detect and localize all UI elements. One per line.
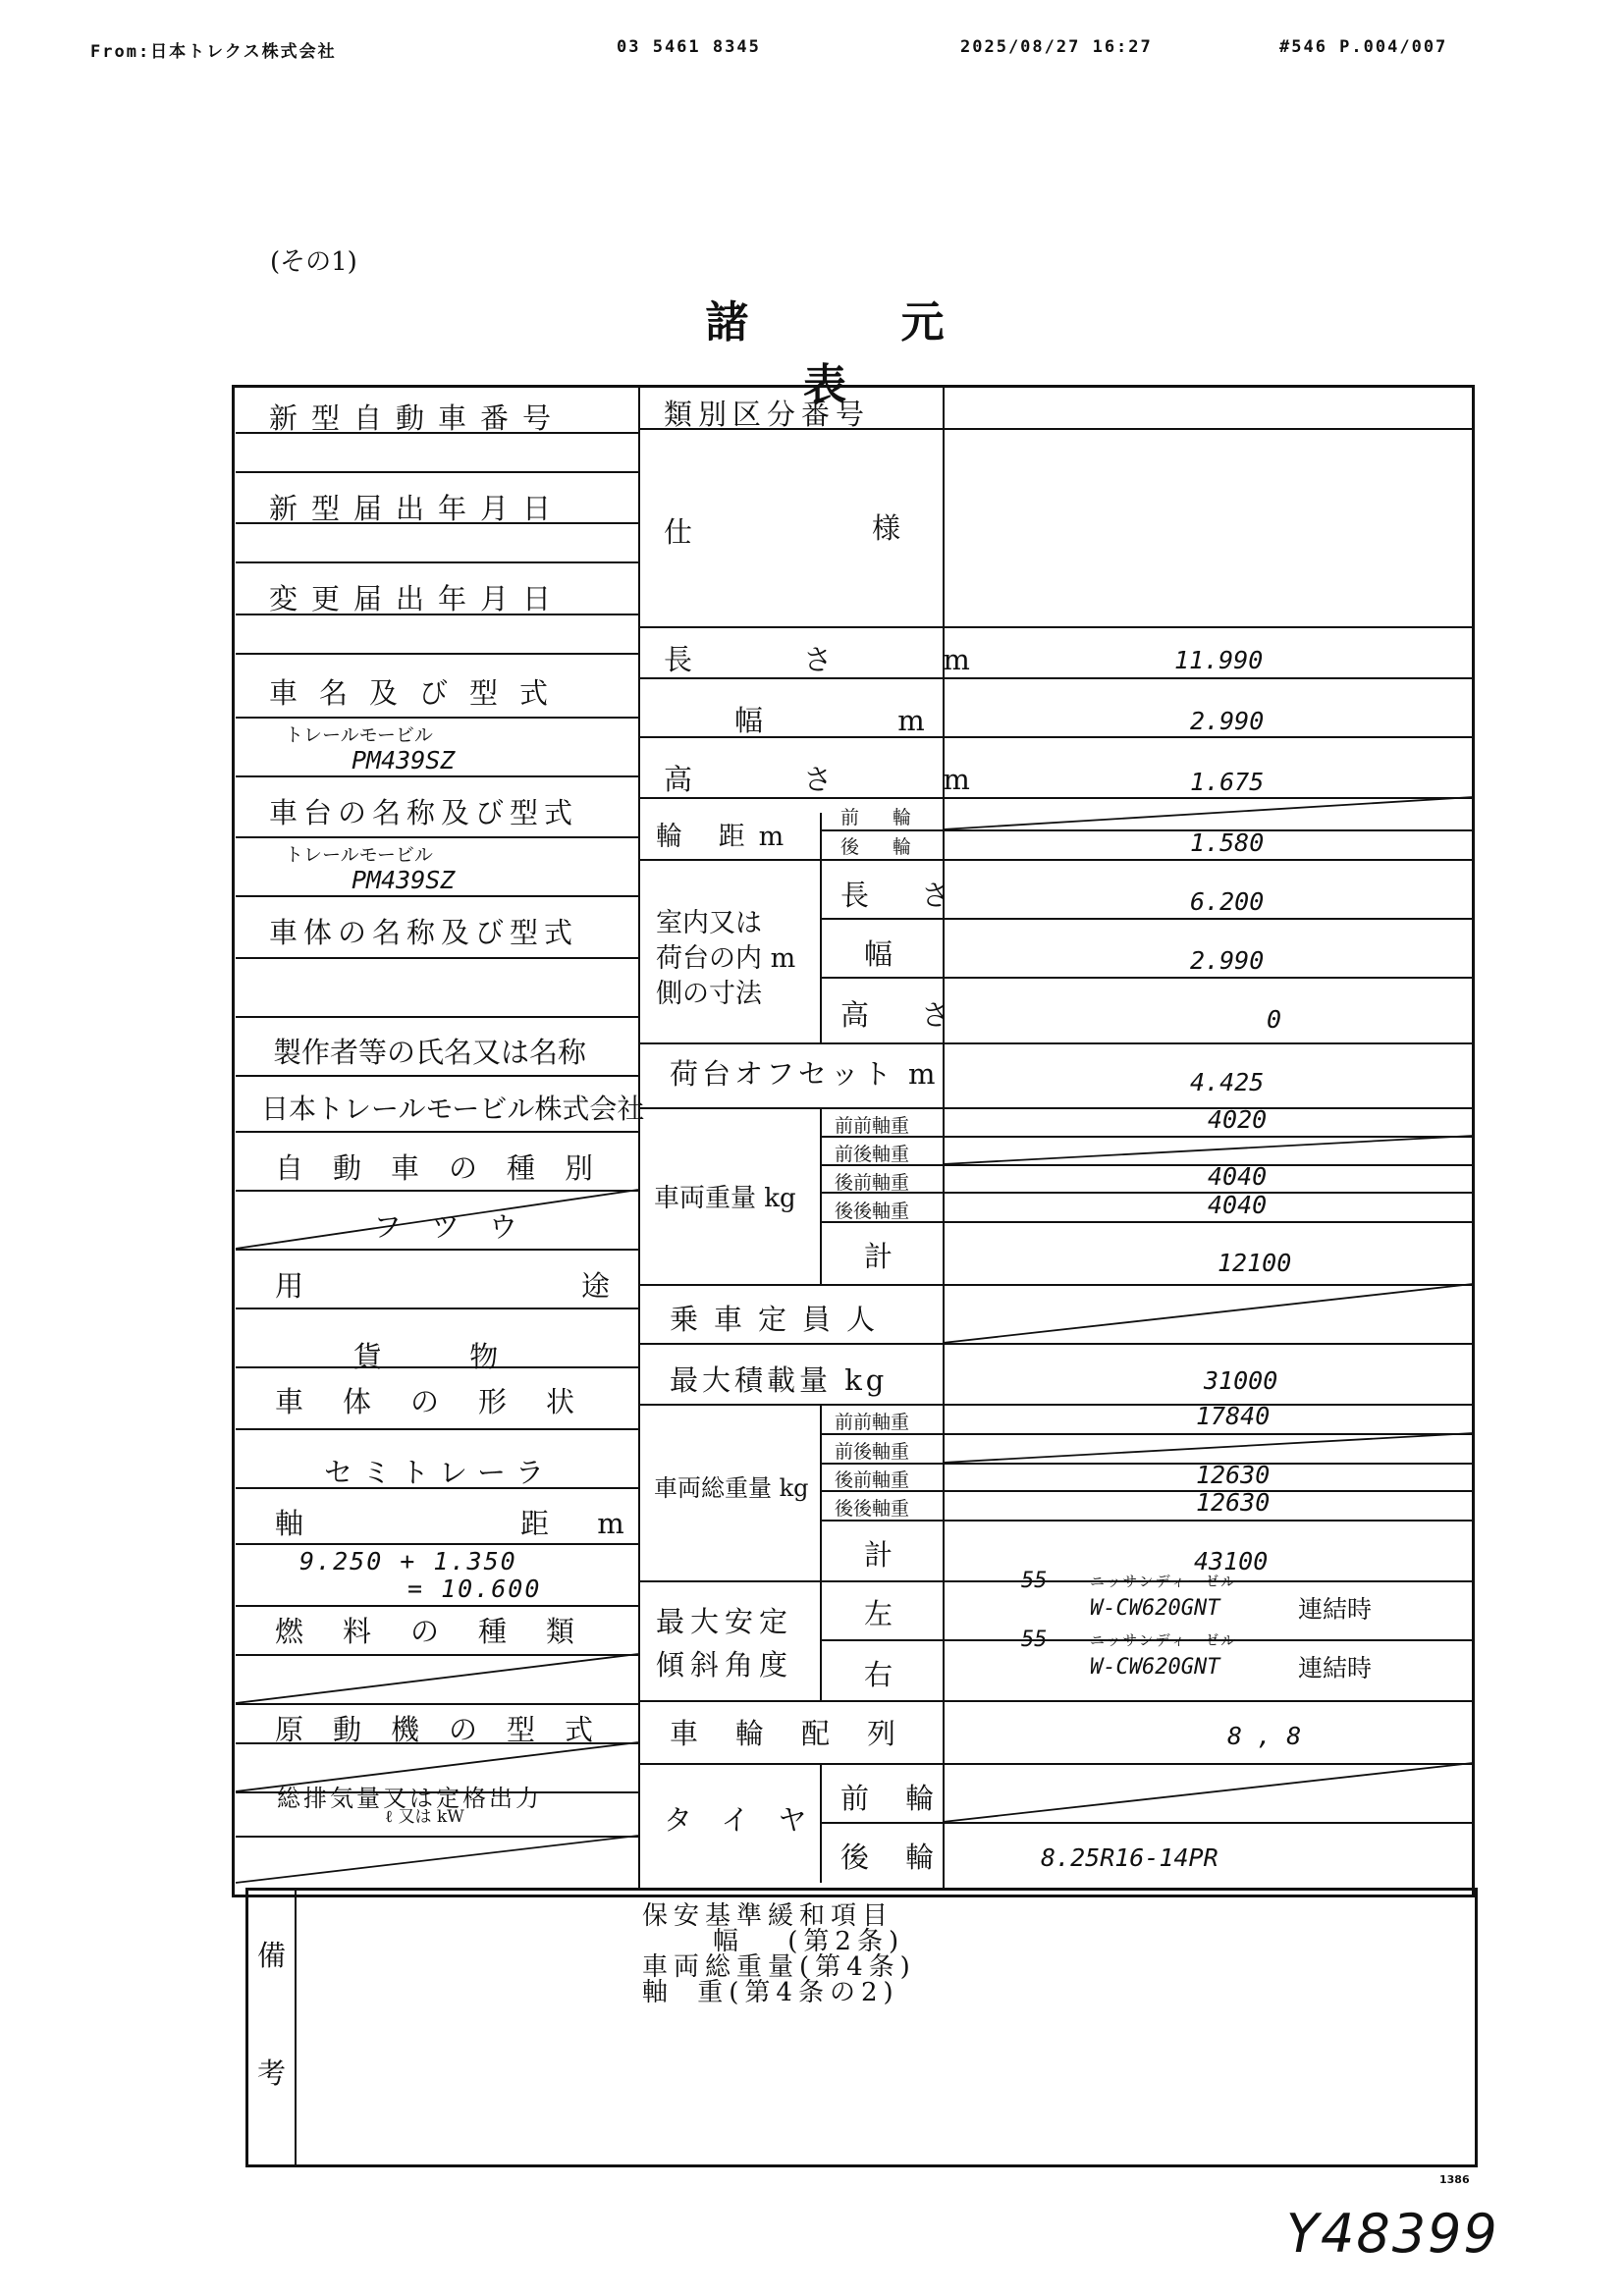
label-width: 幅 m bbox=[734, 704, 988, 737]
document-title: 諸 元 表 bbox=[705, 297, 1013, 410]
label-capacity: 乗車定員人 bbox=[670, 1303, 892, 1336]
label-w-rf: 後前軸重 bbox=[835, 1172, 910, 1194]
handwritten-number: Y48399 bbox=[1286, 2203, 1499, 2265]
value-w-ff: 4020 bbox=[1208, 1105, 1268, 1134]
maker-name: 日本トレールモービル株式会社 bbox=[261, 1093, 645, 1125]
value-wheel-arrangement: 8 , 8 bbox=[1227, 1722, 1302, 1750]
remarks-line-3: 車両総重量(第4条) bbox=[642, 1952, 916, 1982]
label-fuel-type: 燃料の種類 bbox=[275, 1615, 615, 1648]
label-stability-right: 右 bbox=[864, 1658, 893, 1691]
remarks-line-1: 保安基準緩和項目 bbox=[642, 1901, 894, 1931]
body-shape: セミトレーラ bbox=[324, 1456, 555, 1489]
strike-capacity bbox=[943, 1284, 1473, 1343]
label-use-left: 用 bbox=[275, 1269, 304, 1303]
label-body-shape: 車体の形状 bbox=[275, 1385, 615, 1418]
fax-datetime: 2025/08/27 16:27 bbox=[960, 37, 1153, 57]
stability-right-model: W-CW620GNT bbox=[1090, 1655, 1220, 1680]
wheelbase-calc: 9.250 + 1.350 bbox=[299, 1547, 517, 1575]
label-tread-front: 前 輪 bbox=[840, 807, 926, 828]
label-use-right: 途 bbox=[581, 1269, 611, 1303]
displacement-unit: ℓ 又は kW bbox=[385, 1807, 464, 1827]
label-tire: タ イ ヤ bbox=[664, 1803, 817, 1837]
label-stability-left: 左 bbox=[864, 1597, 893, 1630]
label-category-number: 類別区分番号 bbox=[664, 398, 871, 431]
label-model-number: 新型自動車番号 bbox=[269, 401, 566, 435]
label-inner-length: 長 さ bbox=[840, 879, 972, 912]
stability-left-tractor: ニッサンディーゼル bbox=[1090, 1573, 1238, 1590]
value-max-load: 31000 bbox=[1204, 1366, 1278, 1395]
value-inner-length: 6.200 bbox=[1190, 887, 1265, 916]
label-w-fr: 前後軸重 bbox=[835, 1144, 910, 1165]
label-inner-height: 高 さ bbox=[840, 998, 972, 1032]
value-tire-rear: 8.25R16-14PR bbox=[1041, 1843, 1218, 1872]
label-inner-width: 幅 bbox=[864, 937, 893, 971]
value-width: 2.990 bbox=[1190, 707, 1265, 735]
strike-fuel bbox=[236, 1654, 638, 1703]
strike-tire-front bbox=[943, 1763, 1473, 1822]
strike-weight-front-rear bbox=[943, 1136, 1473, 1164]
label-spec-left: 仕 bbox=[664, 515, 693, 549]
label-w-total: 計 bbox=[864, 1240, 893, 1273]
label-g-fr: 前後軸重 bbox=[835, 1441, 910, 1463]
remarks-line-2: 幅 (第2条) bbox=[713, 1927, 905, 1956]
label-length: 長 さ m bbox=[664, 643, 1021, 676]
label-wheelbase-right: 距 m bbox=[520, 1507, 644, 1540]
value-w-total: 12100 bbox=[1218, 1249, 1292, 1277]
value-w-rr: 4040 bbox=[1208, 1191, 1268, 1219]
fax-page: #546 P.004/007 bbox=[1279, 37, 1448, 57]
label-spec-right: 様 bbox=[872, 511, 901, 545]
stability-left-model: W-CW620GNT bbox=[1090, 1596, 1220, 1621]
vehicle-type: フツウ bbox=[373, 1210, 548, 1244]
label-wheel-arrangement: 車輪配列 bbox=[670, 1717, 934, 1750]
value-inner-width: 2.990 bbox=[1190, 946, 1265, 975]
label-inner-2: 荷台の内 m bbox=[656, 943, 796, 974]
value-inner-height: 0 bbox=[1267, 1005, 1282, 1034]
label-inner-3: 側の寸法 bbox=[656, 979, 762, 1009]
label-g-ff: 前前軸重 bbox=[835, 1412, 910, 1433]
stability-left-deg: 55 bbox=[1021, 1569, 1048, 1593]
remarks-label-bottom: 考 bbox=[257, 2056, 287, 2090]
label-stability-1: 最大安定 bbox=[656, 1605, 794, 1638]
label-height: 高 さ m bbox=[664, 763, 1021, 796]
value-g-total: 43100 bbox=[1194, 1547, 1269, 1575]
label-stability-2: 傾斜角度 bbox=[656, 1648, 794, 1682]
wheelbase-total: = 10.600 bbox=[407, 1575, 542, 1603]
remarks-line-4: 軸 重(第4条の2) bbox=[642, 1978, 899, 2007]
vehicle-name-kana: トレールモービル bbox=[285, 724, 433, 746]
fax-phone: 03 5461 8345 bbox=[617, 37, 761, 57]
label-g-total: 計 bbox=[864, 1538, 893, 1572]
value-w-rf: 4040 bbox=[1208, 1162, 1268, 1191]
label-w-ff: 前前軸重 bbox=[835, 1115, 910, 1137]
label-inner-1: 室内又は bbox=[656, 908, 762, 938]
label-g-rr: 後後軸重 bbox=[835, 1498, 910, 1520]
label-tire-front: 前 輪 bbox=[840, 1782, 948, 1815]
label-tire-rear: 後 輪 bbox=[840, 1841, 948, 1874]
vehicle-model: PM439SZ bbox=[352, 746, 456, 774]
strike-tread-front bbox=[943, 797, 1473, 829]
label-gross-weight: 車両総重量 kg bbox=[654, 1474, 809, 1502]
stability-right-deg: 55 bbox=[1021, 1628, 1048, 1652]
label-maker: 製作者等の氏名又は名称 bbox=[273, 1036, 587, 1069]
fax-sender: From:日本トレクス株式会社 bbox=[90, 42, 337, 62]
value-length: 11.990 bbox=[1174, 646, 1264, 674]
value-g-rf: 12630 bbox=[1196, 1461, 1271, 1489]
label-displacement: 総排気量又は定格出力 bbox=[277, 1785, 542, 1812]
use-value: 貨 物 bbox=[353, 1340, 538, 1373]
label-vehicle-type: 自動車の種別 bbox=[275, 1151, 623, 1185]
value-tread-rear: 1.580 bbox=[1190, 828, 1265, 857]
stability-right-note: 連結時 bbox=[1298, 1654, 1373, 1682]
label-offset: 荷台オフセット m bbox=[670, 1057, 940, 1091]
label-w-rr: 後後軸重 bbox=[835, 1201, 910, 1222]
label-tread-rear: 後 輪 bbox=[840, 836, 926, 858]
value-offset: 4.425 bbox=[1190, 1068, 1265, 1096]
label-body: 車体の名称及び型式 bbox=[269, 916, 579, 949]
label-model-date: 新型届出年月日 bbox=[269, 492, 566, 525]
label-vehicle-weight: 車両重量 kg bbox=[654, 1184, 796, 1213]
label-g-rf: 後前軸重 bbox=[835, 1469, 910, 1491]
label-change-date: 変更届出年月日 bbox=[269, 582, 566, 615]
label-chassis: 車台の名称及び型式 bbox=[269, 796, 579, 829]
form-code: 1386 bbox=[1439, 2173, 1470, 2186]
stability-right-tractor: ニッサンディーゼル bbox=[1090, 1631, 1238, 1649]
label-tread: 輪 距m bbox=[656, 822, 798, 852]
stability-left-note: 連結時 bbox=[1298, 1595, 1373, 1624]
label-engine-model: 原動機の型式 bbox=[275, 1713, 623, 1746]
label-max-load: 最大積載量 kg bbox=[670, 1363, 889, 1397]
strike-gross-front-rear bbox=[943, 1433, 1473, 1463]
value-g-rr: 12630 bbox=[1196, 1488, 1271, 1517]
label-vehicle-name: 車名及び型式 bbox=[269, 676, 570, 710]
value-height: 1.675 bbox=[1190, 768, 1265, 796]
strike-displacement bbox=[236, 1836, 638, 1883]
form-subtitle: (その1) bbox=[270, 247, 357, 277]
remarks-label-top: 備 bbox=[257, 1939, 287, 1972]
chassis-model: PM439SZ bbox=[352, 866, 456, 894]
label-wheelbase-left: 軸 bbox=[275, 1507, 304, 1540]
chassis-kana: トレールモービル bbox=[285, 844, 433, 866]
value-g-ff: 17840 bbox=[1196, 1402, 1271, 1430]
